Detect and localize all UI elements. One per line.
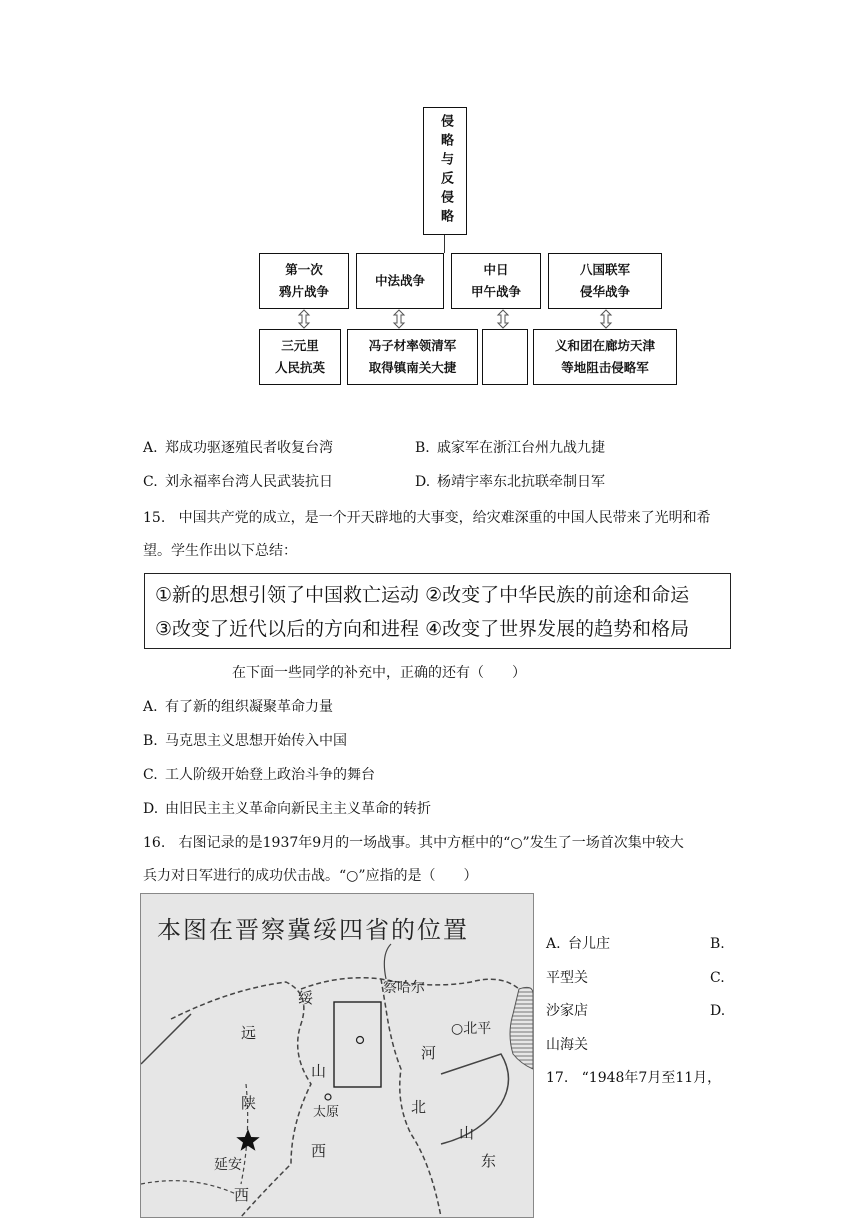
- connector-trunk: [444, 235, 445, 253]
- q15-banner-line2: ③改变了近代以后的方向和进程 ④改变了世界发展的趋势和格局: [155, 618, 690, 640]
- map-label-chahaer: 察哈尔: [383, 980, 425, 996]
- q15-stem-line2: 望。学生作出以下总结：: [143, 543, 297, 559]
- q15-option-b[interactable]: B. 马克思主义思想开始传入中国: [143, 733, 347, 749]
- q15-number: 15.: [143, 510, 166, 526]
- map-label-xi: 西: [311, 1142, 327, 1160]
- double-arrow-icon: [296, 309, 312, 329]
- q15-option-a[interactable]: A. 有了新的组织凝聚革命力量: [143, 699, 333, 715]
- diagram-title-box: [423, 107, 467, 235]
- war-box-1: 第一次 鸦片战争: [259, 253, 349, 309]
- q16-option-a[interactable]: A. 台儿庄: [546, 936, 610, 952]
- map-label-dong: 东: [481, 1152, 497, 1170]
- war-box-2: 中法战争: [356, 253, 444, 309]
- map-label-yanan: 延安: [214, 1157, 242, 1173]
- q16-map: [140, 893, 534, 1218]
- q15-banner-line1: ①新的思想引领了中国救亡运动 ②改变了中华民族的前途和命运: [155, 584, 690, 606]
- q14-option-b[interactable]: B. 戚家军在浙江台州九战九捷: [415, 440, 605, 456]
- map-label-shan2: 山: [459, 1124, 475, 1142]
- q15-prompt: 在下面一些同学的补充中，正确的还有（ ）: [232, 665, 526, 681]
- q14-option-c[interactable]: C. 刘永福率台湾人民武装抗日: [143, 474, 333, 490]
- q16-option-c-letter[interactable]: C.: [710, 970, 725, 986]
- map-label-sui: 绥: [298, 989, 314, 1007]
- q15-stem-line1: 15. 中国共产党的成立，是一个开天辟地的大事变，给灾难深重的中国人民带来了光明和希: [143, 510, 711, 526]
- q17-number: 17.: [546, 1070, 569, 1086]
- diagram-title: 侵略与反侵略: [438, 114, 453, 228]
- q16-stem-line2: 兵力对日军进行的成功伏击战。“○”应指的是（ ）: [143, 868, 478, 884]
- map-label-beiping: ○北平: [451, 1021, 492, 1037]
- double-arrow-icon: [391, 309, 407, 329]
- map-label-shaan: 陕: [241, 1094, 257, 1112]
- map-label-taiyuan: 太原: [313, 1105, 340, 1120]
- q16-option-c[interactable]: 沙家店: [546, 1003, 588, 1019]
- q16-number: 16.: [143, 835, 166, 851]
- war-box-4: 八国联军 侵华战争: [548, 253, 662, 309]
- map-label-he: 河: [421, 1044, 437, 1062]
- resistance-box-1: 三元里 人民抗英: [259, 329, 341, 385]
- q14-option-a[interactable]: A. 郑成功驱逐殖民者收复台湾: [143, 440, 333, 456]
- q15-option-d[interactable]: D. 由旧民主主义革命向新民主主义革命的转折: [143, 801, 431, 817]
- q16-option-b-letter[interactable]: B.: [710, 936, 725, 952]
- q14-option-d[interactable]: D. 杨靖宇率东北抗联牵制日军: [415, 474, 605, 490]
- map-label-bei: 北: [411, 1098, 427, 1116]
- q15-summary-banner: [144, 573, 731, 649]
- map-title: 本图在晋察冀绥四省的位置: [157, 916, 469, 944]
- map-label-shan1: 山: [311, 1062, 327, 1080]
- q17-stem-start: 17. “1948年7月至11月，: [546, 1070, 722, 1086]
- war-box-3: 中日 甲午战争: [451, 253, 541, 309]
- q16-option-d-letter[interactable]: D.: [710, 1003, 726, 1019]
- map-label-xi2: 西: [234, 1186, 250, 1204]
- double-arrow-icon: [495, 309, 511, 329]
- double-arrow-icon: [598, 309, 614, 329]
- q16-stem-line1: 16. 右图记录的是1937年9月的一场战事。其中方框中的“○”发生了一场首次集中较大: [143, 835, 684, 851]
- q16-option-b[interactable]: 平型关: [546, 970, 588, 986]
- q15-option-c[interactable]: C. 工人阶级开始登上政治斗争的舞台: [143, 767, 375, 783]
- resistance-box-4: 义和团在廊坊天津 等地阻击侵略军: [533, 329, 677, 385]
- map-label-yuan: 远: [241, 1024, 257, 1042]
- resistance-box-2: 冯子材率领清军 取得镇南关大捷: [347, 329, 478, 385]
- resistance-box-blank: [482, 329, 528, 385]
- q16-option-d[interactable]: 山海关: [546, 1037, 588, 1053]
